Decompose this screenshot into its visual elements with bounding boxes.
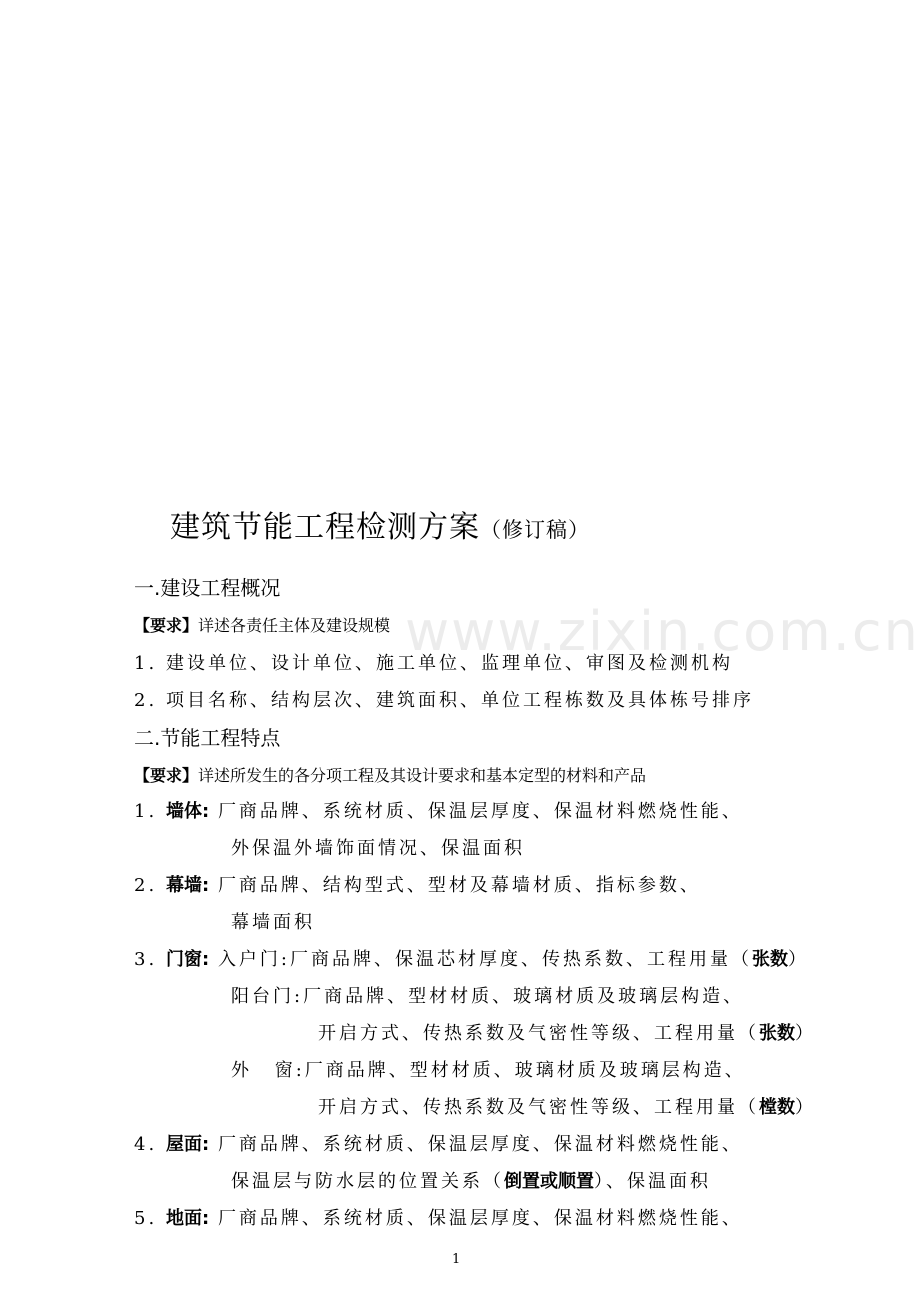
balcony-door-line2 <box>318 1019 816 1045</box>
item-number: 4. <box>134 1134 158 1155</box>
curtain-wall-item <box>134 871 701 897</box>
document-title <box>170 502 590 546</box>
item-label: 地面: <box>166 1208 210 1229</box>
page-number: 1 <box>452 1252 461 1267</box>
curtain-wall-line2: 幕墙面积 <box>231 912 315 933</box>
balcony-door-unit: 张数 <box>759 1023 795 1044</box>
balcony-door-close: ） <box>795 1023 816 1044</box>
section1-item-2 <box>134 686 754 712</box>
window-close: ） <box>795 1097 816 1118</box>
section2-requirement <box>134 763 646 786</box>
balcony-door-label: 阳台门: <box>231 986 304 1007</box>
item-text: 厂商品牌、系统材质、保温层厚度、保温材料燃烧性能、 <box>217 1208 743 1229</box>
window-text2: 开启方式、传热系数及气密性等级、工程用量（ <box>318 1097 759 1118</box>
item-number: 2. <box>134 690 158 711</box>
balcony-door-line1 <box>231 982 744 1008</box>
item-number: 1. <box>134 653 158 674</box>
item-number: 3. <box>134 949 158 970</box>
roof-line2 <box>231 1167 711 1193</box>
item-label: 门窗: <box>166 949 210 970</box>
item-number: 1. <box>134 801 158 822</box>
window-line1 <box>231 1056 746 1082</box>
roof-order: 倒置或顺置 <box>504 1171 594 1192</box>
balcony-door-text: 厂商品牌、型材材质、玻璃材质及玻璃层构造、 <box>303 986 745 1007</box>
requirement-tag: 【要求】 <box>134 616 199 635</box>
item-text: 建设单位、设计单位、施工单位、监理单位、审图及检测机构 <box>166 653 733 674</box>
wall-item <box>134 797 743 823</box>
item-label: 幕墙: <box>166 875 210 896</box>
item-number: 2. <box>134 875 158 896</box>
wall-item-line2: 外保温外墙饰面情况、保温面积 <box>231 838 525 859</box>
item-text: 厂商品牌、结构型式、型材及幕墙材质、指标参数、 <box>217 875 701 896</box>
floor-item <box>134 1204 743 1230</box>
window-text: 厂商品牌、型材材质、玻璃材质及玻璃层构造、 <box>304 1060 746 1081</box>
item-label: 墙体: <box>166 801 210 822</box>
entry-door-close: ） <box>788 949 810 970</box>
requirement-tag: 【要求】 <box>134 766 199 785</box>
window-line2 <box>318 1093 816 1119</box>
item-text: 厂商品牌、系统材质、保温层厚度、保温材料燃烧性能、 <box>217 1134 743 1155</box>
roof-line2-a: 保温层与防水层的位置关系（ <box>231 1171 504 1192</box>
section1-requirement <box>134 613 390 636</box>
item-text: 厂商品牌、系统材质、保温层厚度、保温材料燃烧性能、 <box>217 801 743 822</box>
entry-door-text: 厂商品牌、保温芯材厚度、传热系数、工程用量（ <box>290 949 753 970</box>
entry-door-unit: 张数 <box>752 949 789 970</box>
item-number: 5. <box>134 1208 158 1229</box>
section2-heading: 二.节能工程特点 <box>134 726 281 750</box>
watermark: www.zixin.com.cn <box>405 600 920 663</box>
balcony-door-text2: 开启方式、传热系数及气密性等级、工程用量（ <box>318 1023 759 1044</box>
title-suffix: （修订稿） <box>480 518 590 542</box>
item-label: 屋面: <box>166 1134 210 1155</box>
section1-heading: 一.建设工程概况 <box>134 576 281 600</box>
roof-item <box>134 1130 743 1156</box>
section1-item-1 <box>134 649 733 675</box>
requirement-text: 详述各责任主体及建设规模 <box>198 616 391 635</box>
window-unit: 樘数 <box>759 1097 795 1118</box>
title-main: 建筑节能工程检测方案 <box>170 510 480 545</box>
doors-item <box>134 945 809 971</box>
roof-line2-c: ）、保温面积 <box>594 1171 711 1192</box>
item-text: 项目名称、结构层次、建筑面积、单位工程栋数及具体栋号排序 <box>166 690 754 711</box>
entry-door-label: 入户门: <box>217 949 291 970</box>
requirement-text: 详述所发生的各分项工程及其设计要求和基本定型的材料和产品 <box>198 766 647 785</box>
window-label: 外 窗: <box>231 1060 305 1081</box>
